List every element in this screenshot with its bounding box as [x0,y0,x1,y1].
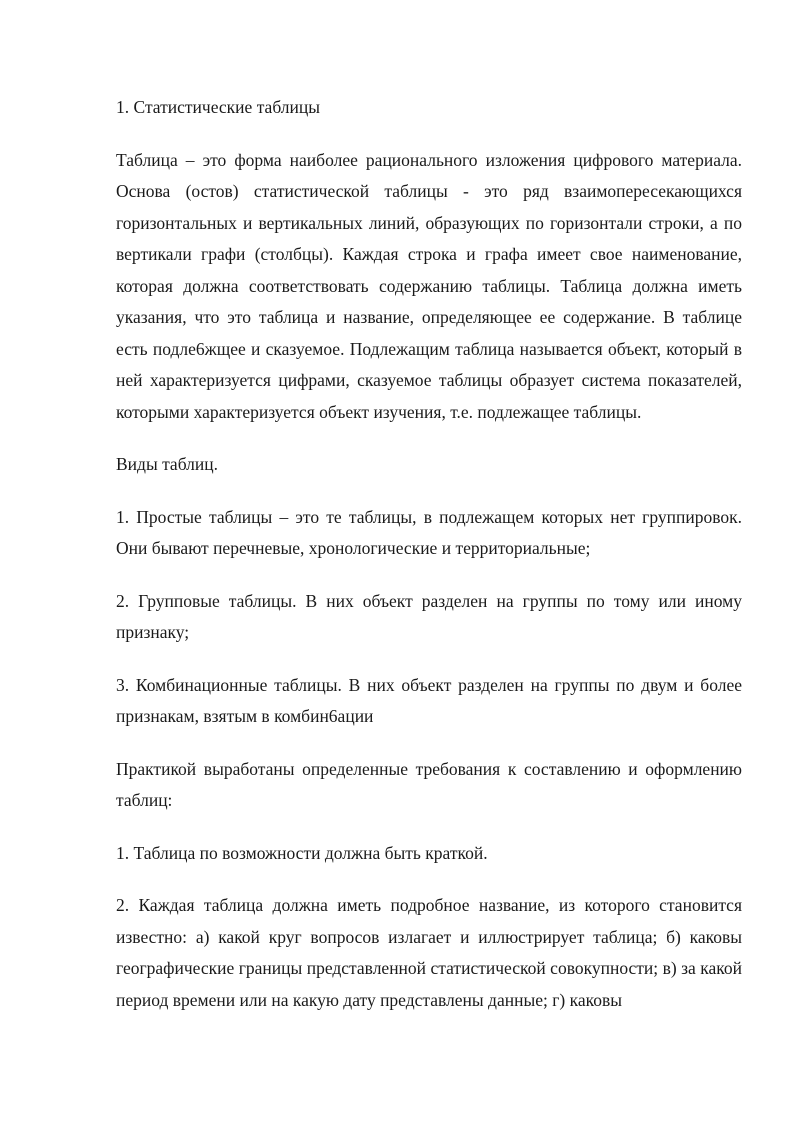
paragraph-group-tables: 2. Групповые таблицы. В них объект разделен на группы по тому или иному признаку; [116,590,742,642]
paragraph-requirement-1: 1. Таблица по возможности должна быть краткой. [116,842,488,863]
section-heading: 1. Статистические таблицы [116,97,321,117]
paragraph-requirements-intro: Практикой выработаны определенные требования к составлению и оформлению таблиц: [116,758,742,810]
paragraph-combination-tables: 3. Комбинационные таблицы. В них объект разделен на группы по двум и более признакам, взятым в комбин6ации [116,674,742,726]
document-page [116,92,742,1037]
paragraph-requirement-2: 2. Каждая таблица должна иметь подробное название, из которого становится известно: а) какой круг вопросов излагает и иллюстрирует таблица; б) каковы географические границы представленной статистической совокупности; в) за какой период времени или на какую дату представлены данные; г) каковы [116,895,742,1010]
paragraph-table-types-heading: Виды таблиц. [116,454,219,474]
paragraph-simple-tables: 1. Простые таблицы – это те таблицы, в подлежащем которых нет группировок. Они бывают перечневые, хронологические и территориальные; [116,506,742,558]
paragraph-table-definition: Таблица – это форма наиболее рационального изложения цифрового материала. Основа (остов) статистической таблицы - это ряд взаимопересекающихся горизонтальных и вертикальных линий, образующих по горизонтали строки, а по вертикали графи (столбцы). Каждая строка и графа имеет свое наименование, которая должна соответствовать содержанию таблицы. Таблица должна иметь указания, что это таблица и название, определяющее ее содержание. В таблице есть подле6жщее и сказуемое. Подлежащим таблица называется объект, который в ней характеризуется цифрами, сказуемое таблицы образует система показателей, которыми характеризуется объект изучения, т.е. подлежащее таблицы. [116,149,742,422]
